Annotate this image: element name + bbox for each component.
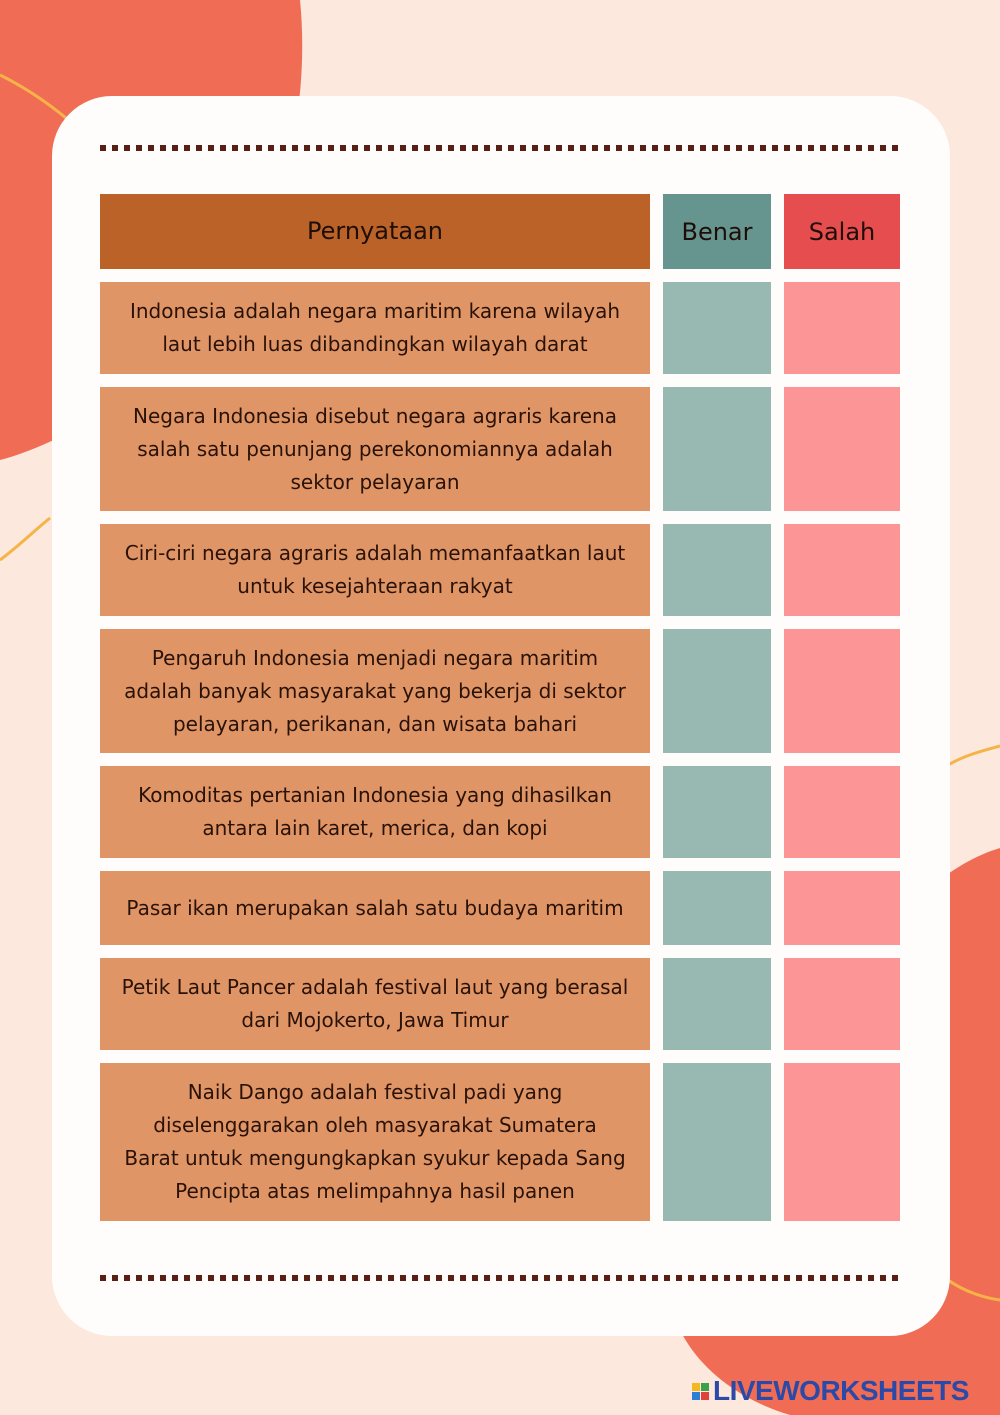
- statement-line: untuk kesejahteraan rakyat: [237, 574, 513, 598]
- false-answer-box[interactable]: [784, 629, 900, 753]
- statement-text: [130, 295, 620, 361]
- false-answer-box[interactable]: [784, 282, 900, 374]
- watermark-text: LIVEWORKSHEETS: [713, 1375, 969, 1406]
- false-answer-box[interactable]: [784, 871, 900, 945]
- statement-line: antara lain karet, merica, dan kopi: [202, 816, 548, 840]
- false-answer-box[interactable]: [784, 387, 900, 511]
- statement-cell: [100, 871, 650, 945]
- false-answer-box[interactable]: [784, 958, 900, 1050]
- false-answer-box[interactable]: [784, 766, 900, 858]
- statement-line: Pengaruh Indonesia menjadi negara maritim: [151, 645, 599, 670]
- header-true: Benar: [663, 194, 771, 269]
- statement-text: [124, 1076, 625, 1208]
- statement-text: [125, 537, 625, 603]
- false-answer-box[interactable]: [784, 524, 900, 616]
- statement-line: Ciri-ciri negara agraris adalah memanfaatkan laut: [124, 541, 626, 565]
- statement-line: Petik Laut Pancer adalah festival laut yang berasal: [121, 975, 629, 999]
- statement-line: diselenggarakan oleh masyarakat Sumatera: [153, 1113, 597, 1137]
- statement-cell: [100, 387, 650, 511]
- false-answer-box[interactable]: [784, 1063, 900, 1221]
- statement-line: laut lebih luas dibandingkan wilayah darat: [162, 332, 588, 356]
- true-answer-box[interactable]: [663, 871, 771, 945]
- statement-cell: [100, 766, 650, 858]
- true-answer-box[interactable]: [663, 958, 771, 1050]
- statement-line: Komoditas pertanian Indonesia yang dihasilkan: [138, 783, 612, 807]
- statement-line: Negara Indonesia disebut negara agraris karena: [133, 403, 617, 428]
- statement-text: [122, 971, 629, 1037]
- statement-line: salah satu penunjang perekonomiannya adalah: [137, 436, 613, 461]
- statement-cell: [100, 282, 650, 374]
- true-answer-box[interactable]: [663, 766, 771, 858]
- statement-text: [124, 642, 626, 741]
- liveworksheets-logo-icon: [692, 1383, 709, 1400]
- statement-cell: [100, 629, 650, 753]
- liveworksheets-watermark: [692, 1374, 969, 1408]
- statement-line: Pasar ikan merupakan salah satu budaya maritim: [126, 895, 624, 920]
- statement-cell: [100, 1063, 650, 1221]
- top-dotted-divider: [100, 145, 900, 151]
- statement-cell: [100, 524, 650, 616]
- statement-line: Barat untuk mengungkapkan syukur kepada Sang: [124, 1146, 626, 1170]
- true-answer-box[interactable]: [663, 1063, 771, 1221]
- statement-line: sektor pelayaran: [290, 469, 460, 494]
- true-answer-box[interactable]: [663, 387, 771, 511]
- statement-cell: [100, 958, 650, 1050]
- statement-line: Naik Dango adalah festival padi yang: [187, 1080, 563, 1104]
- statement-line: Pencipta atas melimpahnya hasil panen: [175, 1179, 575, 1203]
- true-answer-box[interactable]: [663, 629, 771, 753]
- header-statement: Pernyataan: [100, 194, 650, 269]
- statement-line: pelayaran, perikanan, dan wisata bahari: [172, 711, 578, 736]
- statement-line: Indonesia adalah negara maritim karena wilayah: [129, 299, 620, 323]
- statement-text: [133, 400, 617, 499]
- statement-line: adalah banyak masyarakat yang bekerja di sektor: [124, 678, 626, 703]
- header-false: Salah: [784, 194, 900, 269]
- statement-text: [138, 779, 612, 845]
- true-answer-box[interactable]: [663, 524, 771, 616]
- statement-line: dari Mojokerto, Jawa Timur: [241, 1008, 509, 1032]
- bottom-dotted-divider: [100, 1275, 900, 1281]
- true-answer-box[interactable]: [663, 282, 771, 374]
- statement-text: [126, 892, 623, 925]
